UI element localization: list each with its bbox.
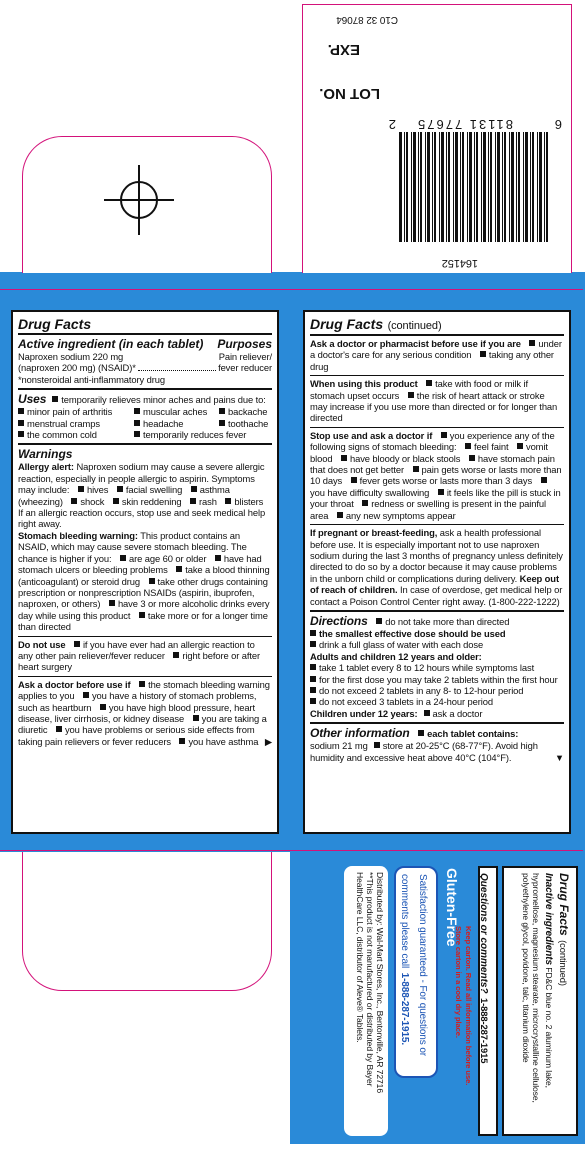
other-intro: each tablet contains: <box>427 728 519 740</box>
list-item: asthma (wheezing) <box>18 484 230 507</box>
list-item: are age 60 or older <box>129 552 207 564</box>
bottom-left-flap <box>22 852 272 991</box>
uses-heading: Uses <box>18 392 47 407</box>
active-ingredient-heading: Active ingredient (in each tablet) <box>18 337 204 351</box>
list-item: skin reddening <box>121 495 182 507</box>
drug-facts-panel-right <box>303 310 571 834</box>
do-not-use-label: Do not use <box>18 638 66 650</box>
list-item: have had stomach ulcers or bleeding problems <box>18 552 262 576</box>
warnings-heading: Warnings <box>18 447 73 462</box>
list-item: the stomach bleeding warning applies to you <box>18 678 270 702</box>
list-item: vomit blood <box>310 441 548 464</box>
list-item: taking any other drug <box>310 349 554 372</box>
list-item: the risk of heart attack or stroke may increase if you use more than directed or for longer than directed <box>310 389 558 424</box>
list-item: take a blood thinning (anticoagulant) or steroid drug <box>18 564 270 587</box>
continued-label-bottom: (continued) <box>558 940 569 986</box>
purpose-2: fever reducer <box>218 362 272 374</box>
list-item: you are taking a diuretic <box>18 712 267 736</box>
allergy-label: Allergy alert: <box>18 461 74 473</box>
list-item: you have problems or serious side effects from taking pain relievers or fever reducers <box>18 724 255 747</box>
exp-label: EXP. <box>327 41 360 58</box>
batch-line-2: Store carton in a cool dry place. <box>454 926 463 1038</box>
uses-list <box>18 406 272 440</box>
list-item: headache <box>143 417 184 429</box>
continued-label: (continued) <box>387 320 442 332</box>
list-item: you have a history of stomach problems, such as heartburn <box>18 690 257 713</box>
list-item: have bloody or black stools <box>349 452 461 464</box>
list-item: the common cold <box>27 429 97 441</box>
list-item: facial swelling <box>125 484 183 496</box>
stop-use-label: Stop use and ask a doctor if <box>310 429 433 441</box>
questions-label: Questions or comments? <box>478 873 489 994</box>
pregnant-label: If pregnant or breast-feeding, <box>310 527 438 539</box>
drug-facts-panel-left <box>11 310 279 834</box>
drug-facts-title-continued: Drug Facts <box>310 316 384 332</box>
distributed-by: Distributed by: Wal-Mart Stores, Inc., Bentonville, AR 72716 <box>375 872 385 1094</box>
list-item: you have asthma <box>188 735 259 747</box>
barcode <box>398 132 548 242</box>
list-item: have 3 or more alcoholic drinks every day while using this product <box>18 598 270 621</box>
list-item: it feels like the pill is stuck in your throat <box>310 486 561 510</box>
drug-facts-title-bottom: Drug Facts <box>557 873 571 936</box>
list-item: drink a full glass of water with each dose <box>319 639 484 651</box>
list-item: temporarily reduces fever <box>143 429 247 441</box>
directions-heading: Directions <box>310 613 368 628</box>
other-text-storage: store at 20-25°C (68-77°F). Avoid high humidity and excessive heat above 40°C (104°F). <box>310 740 538 763</box>
pregnant-text: ask a health professional before use. It is especially important not to use naproxen sodium during the last 3 months of pregnancy unless definitely directed to do so by a doctor because it may cause problems in the unborn child or complications during delivery. <box>310 527 563 584</box>
adults-label: Adults and children 12 years and older: <box>310 650 482 662</box>
stomach-text: This product contains an NSAID, which may cause severe stomach bleeding. The chance is higher if you: <box>18 529 247 564</box>
active-line-1: Naproxen sodium 220 mg <box>18 351 124 362</box>
list-item: hives <box>86 484 109 496</box>
end-arrow-icon: ▼ <box>554 751 564 763</box>
top-flap <box>304 6 568 270</box>
questions-box <box>478 866 498 1136</box>
inactive-label: Inactive ingredients <box>543 873 554 965</box>
allergy-text: Naproxen sodium may cause a severe allergic reaction, especially in people allergic to aspirin. Symptoms may include: <box>18 461 265 496</box>
list-item: do not exceed 3 tablets in a 24-hour period <box>319 696 493 708</box>
allergy-after: If an allergic reaction occurs, stop use and seek medical help right away. <box>18 507 266 530</box>
inactive-text: FD&C blue no. 2 aluminum lake, hypromellose, magnesium stearate, microcrystalline cellulose, polyethylene glycol, povidone, talc, titanium dioxide <box>521 873 554 1103</box>
ask-pharmacist-label: Ask a doctor or pharmacist before use if you are <box>310 338 521 349</box>
satisfaction-box <box>394 866 438 1078</box>
list-item: you have high blood pressure, heart disease, liver cirrhosis, or kidney disease <box>18 701 255 724</box>
list-item: any new symptoms appear <box>345 509 456 521</box>
other-information-heading: Other information <box>310 726 410 741</box>
keep-out-text: In case of overdose, get medical help or contact a Poison Control Center right away. (1-800-222-1222) <box>310 584 563 607</box>
list-item: fever gets worse or lasts more than 3 days <box>359 475 533 487</box>
list-item: under a doctor's care for any serious condition <box>310 338 562 361</box>
list-item: have stomach pain that does not get better <box>310 452 555 476</box>
distributor-box <box>344 866 388 1136</box>
list-item: shock <box>80 495 105 507</box>
list-item: menstrual cramps <box>27 417 100 429</box>
list-item: backache <box>228 406 268 418</box>
stomach-label: Stomach bleeding warning: <box>18 529 138 541</box>
uses-intro: temporarily relieves minor aches and pains due to: <box>61 394 266 406</box>
production-code: C10 32 87064 <box>336 14 398 25</box>
list-item: the smallest effective dose should be used <box>319 627 506 639</box>
list-item: take more or for a longer time than directed <box>18 609 268 633</box>
satisfaction-text: Satisfaction guaranteed - For questions or comments please call <box>399 874 428 1057</box>
other-text-sodium: sodium 21 mg <box>310 740 368 752</box>
registration-target-icon <box>104 165 174 235</box>
list-item: take with food or milk if stomach upset occurs <box>310 378 528 401</box>
purposes-heading: Purposes <box>217 337 272 351</box>
ask-doctor-label: Ask a doctor before use if <box>18 678 131 690</box>
list-item: toothache <box>228 417 269 429</box>
continue-arrow-icon: ▶ <box>264 735 273 747</box>
list-item: redness or swelling is present in the painful area <box>310 498 546 521</box>
questions-phone: 1-888-287-1915 <box>479 998 490 1064</box>
list-item: do not take more than directed <box>385 615 510 627</box>
list-item: for the first dose you may take 2 tablets within the first hour <box>319 673 558 685</box>
list-item: do not exceed 2 tablets in any 8- to 12-hour period <box>319 684 524 696</box>
list-item: minor pain of arthritis <box>27 406 113 418</box>
upc-left: 6 <box>554 117 562 132</box>
lot-label: LOT NO. <box>319 85 380 102</box>
nsaid-footnote: *nonsteroidal anti-inflammatory drug <box>18 373 165 385</box>
disclaimer: **This product is not manufactured or distributed by Bayer HealthCare LLC, distributor of Aleve® Tablets. <box>355 872 375 1087</box>
gluten-free-label: Gluten-Free <box>444 868 460 947</box>
list-item: right before or after heart surgery <box>18 649 261 673</box>
active-line-2: (naproxen 200 mg) (NSAID)* <box>18 362 136 374</box>
stop-use-intro: you experience any of the following signs of stomach bleeding: <box>310 429 555 453</box>
list-item: take 1 tablet every 8 to 12 hours while symptoms last <box>319 662 535 674</box>
item-number: 164152 <box>441 257 478 269</box>
upc-middle: 81131 77675 <box>416 117 513 132</box>
bottom-panel-rotated <box>300 866 578 1142</box>
batch-line-1: Keep carton. Read all information before use. <box>464 926 473 1086</box>
list-item: if you have ever had an allergic reaction to any other pain reliever/fever reducer <box>18 638 255 661</box>
list-item: you have difficulty swallowing <box>310 486 430 498</box>
children-label: Children under 12 years: <box>310 707 418 719</box>
purpose-1: Pain reliever/ <box>218 351 272 362</box>
upc-right: 2 <box>388 117 396 132</box>
list-item: muscular aches <box>143 406 208 418</box>
keep-out-label: Keep out of reach of children. <box>310 572 559 596</box>
drug-facts-title: Drug Facts <box>18 316 92 332</box>
list-item: blisters <box>234 495 264 507</box>
inactive-box <box>502 866 578 1136</box>
list-item: rash <box>199 495 217 507</box>
when-using-label: When using this product <box>310 378 418 390</box>
children-text: ask a doctor <box>432 707 483 719</box>
satisfaction-phone: 1-888-287-1915. <box>399 972 410 1046</box>
list-item: feel faint <box>474 441 509 453</box>
list-item: take other drugs containing prescription or nonprescription NSAIDs (aspirin, ibuprofen, naproxen, or others) <box>18 575 268 610</box>
list-item: pain gets worse or lasts more than 10 days <box>310 464 562 487</box>
